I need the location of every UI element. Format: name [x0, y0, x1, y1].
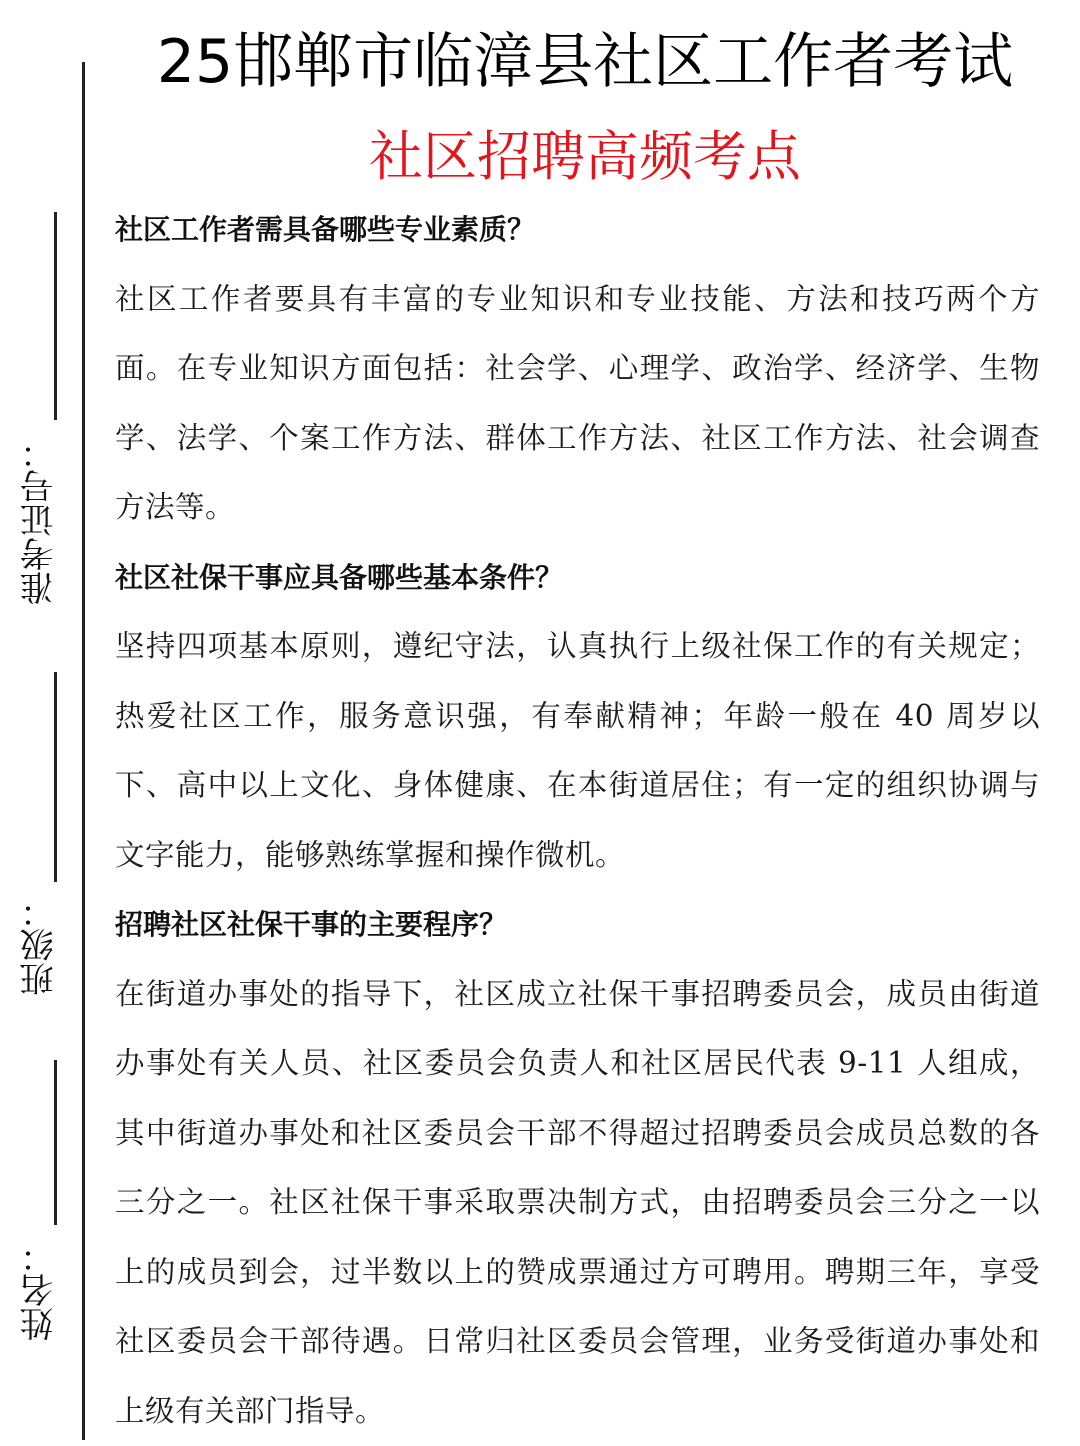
- answer-2: 坚持四项基本原则，遵纪守法，认真执行上级社保工作的有关规定；热爱社区工作，服务意识强，有奉献精神；年龄一般在 40 周岁以下、高中以上文化、身体健康、在本街道居住；有一定的组织协调与文字能力，能够熟练掌握和操作微机。: [115, 612, 1040, 890]
- content-body: [115, 195, 1040, 1446]
- question-3: 招聘社区社保干事的主要程序？: [115, 890, 1040, 960]
- class-blank-line: [54, 672, 57, 882]
- page-title: 25邯郸市临漳县社区工作者考试: [110, 22, 1060, 102]
- margin-border-line: [82, 62, 85, 1440]
- answer-3: 在街道办事处的指导下，社区成立社保干事招聘委员会，成员由街道办事处有关人员、社区委员会负责人和社区居民代表 9-11 人组成，其中街道办事处和社区委员会干部不得超过招聘委员会成员总数的各三分之一。社区社保干事采取票决制方式，由招聘委员会三分之一以上的成员到会，过半数以上的赞成票通过方可聘用。聘期三年，享受社区委员会干部待遇。日常归社区委员会管理，业务受街道办事处和上级有关部门指导。: [115, 960, 1040, 1446]
- class-label: 班级：: [10, 890, 70, 1000]
- answer-1: 社区工作者要具有丰富的专业知识和专业技能、方法和技巧两个方面。在专业知识方面包括：社会学、心理学、政治学、经济学、生物学、法学、个案工作方法、群体工作方法、社区工作方法、社会调查方法等。: [115, 265, 1040, 543]
- binding-margin: [0, 0, 100, 1440]
- name-blank-line: [54, 1060, 57, 1225]
- name-label: 姓名：: [10, 1235, 70, 1345]
- exam-id-blank-line: [54, 212, 57, 420]
- page-subtitle: 社区招聘高频考点: [110, 122, 1060, 192]
- exam-id-label: 准考证号：: [10, 425, 70, 615]
- question-2: 社区社保干事应具备哪些基本条件？: [115, 543, 1040, 613]
- question-1: 社区工作者需具备哪些专业素质？: [115, 195, 1040, 265]
